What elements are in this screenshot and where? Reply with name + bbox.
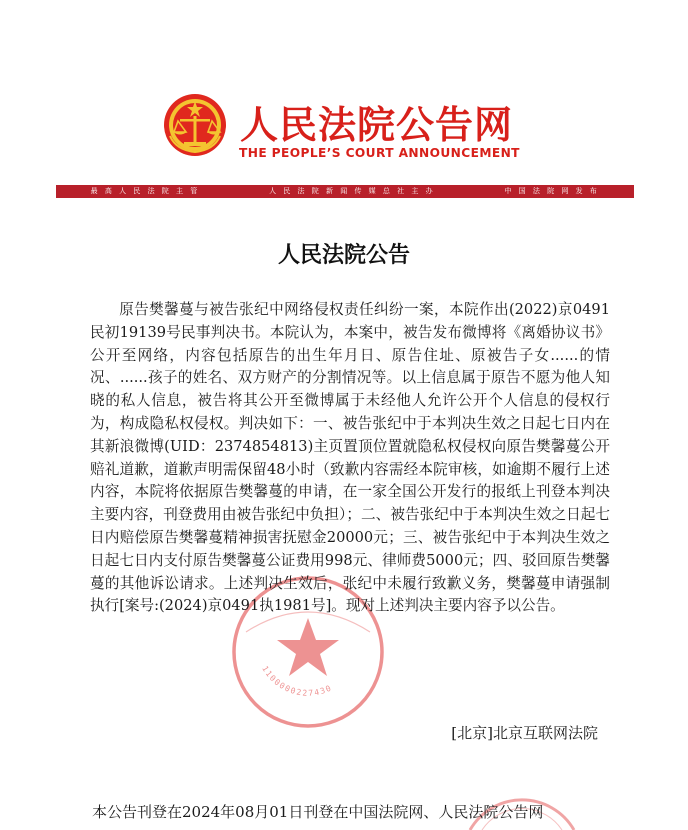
svg-text:1100000227430: 1100000227430 [260, 664, 334, 698]
publication-note: 本公告刊登在2024年08月01日刊登在中国法院网、人民法院公告网 [92, 803, 544, 821]
masthead-banner [56, 185, 634, 198]
banner-text-publisher: 中 国 法 院 网 发 布 [504, 187, 600, 195]
brand-title-en: THE PEOPLE’S COURT ANNOUNCEMENT [239, 146, 520, 160]
notice-title: 人民法院公告 [277, 243, 410, 268]
court-emblem-icon [162, 92, 228, 158]
brand-title-cn: 人民法院公告网 [240, 103, 514, 147]
masthead [0, 0, 688, 200]
court-signature: [北京]北京互联网法院 [451, 724, 598, 742]
banner-text-supervisor: 最 高 人 民 法 院 主 管 [90, 187, 200, 195]
banner-text-organizer: 人 民 法 院 新 闻 传 媒 总 社 主 办 [269, 187, 436, 195]
notice-body: 原告樊馨蔓与被告张纪中网络侵权责任纠纷一案，本院作出(2022)京0491民初19139号民事判决书。本院认为，本案中，被告发布微博将《离婚协议书》公开至网络，内容包括原告的出生年月日、原告住址、原被告子女......的情况、......孩子的姓名、双方财产的分割情况等。以上信息属于原告不愿为他人知晓的私人信息，被告将其公开至微博属于未经他人允许公开个人信息的侵权行为，构成隐私权侵权。判决如下：一、被告张纪中于本判决生效之日起七日内在其新浪微博(UID：2374854813)主页置顶位置就隐私权侵权向原告樊馨蔓公开赔礼道歉，道歉声明需保留48小时（致歉内容需经本院审核，如逾期不履行上述内容，本院将依据原告樊馨蔓的申请，在一家全国公开发行的报纸上刊登本判决主要内容，刊登费用由被告张纪中负担）；二、被告张纪中于本判决生效之日起七日内赔偿原告樊馨蔓精神损害抚慰金20000元；三、被告张纪中于本判决生效之日起七日内支付原告樊馨蔓公证费用998元、律师费5000元；四、驳回原告樊馨蔓的其他诉讼请求。上述判决生效后，张纪中未履行致歉义务，樊馨蔓申请强制执行[案号:(2024)京0491执1981号]。现对上述判决主要内容予以公告。 [90, 301, 610, 615]
